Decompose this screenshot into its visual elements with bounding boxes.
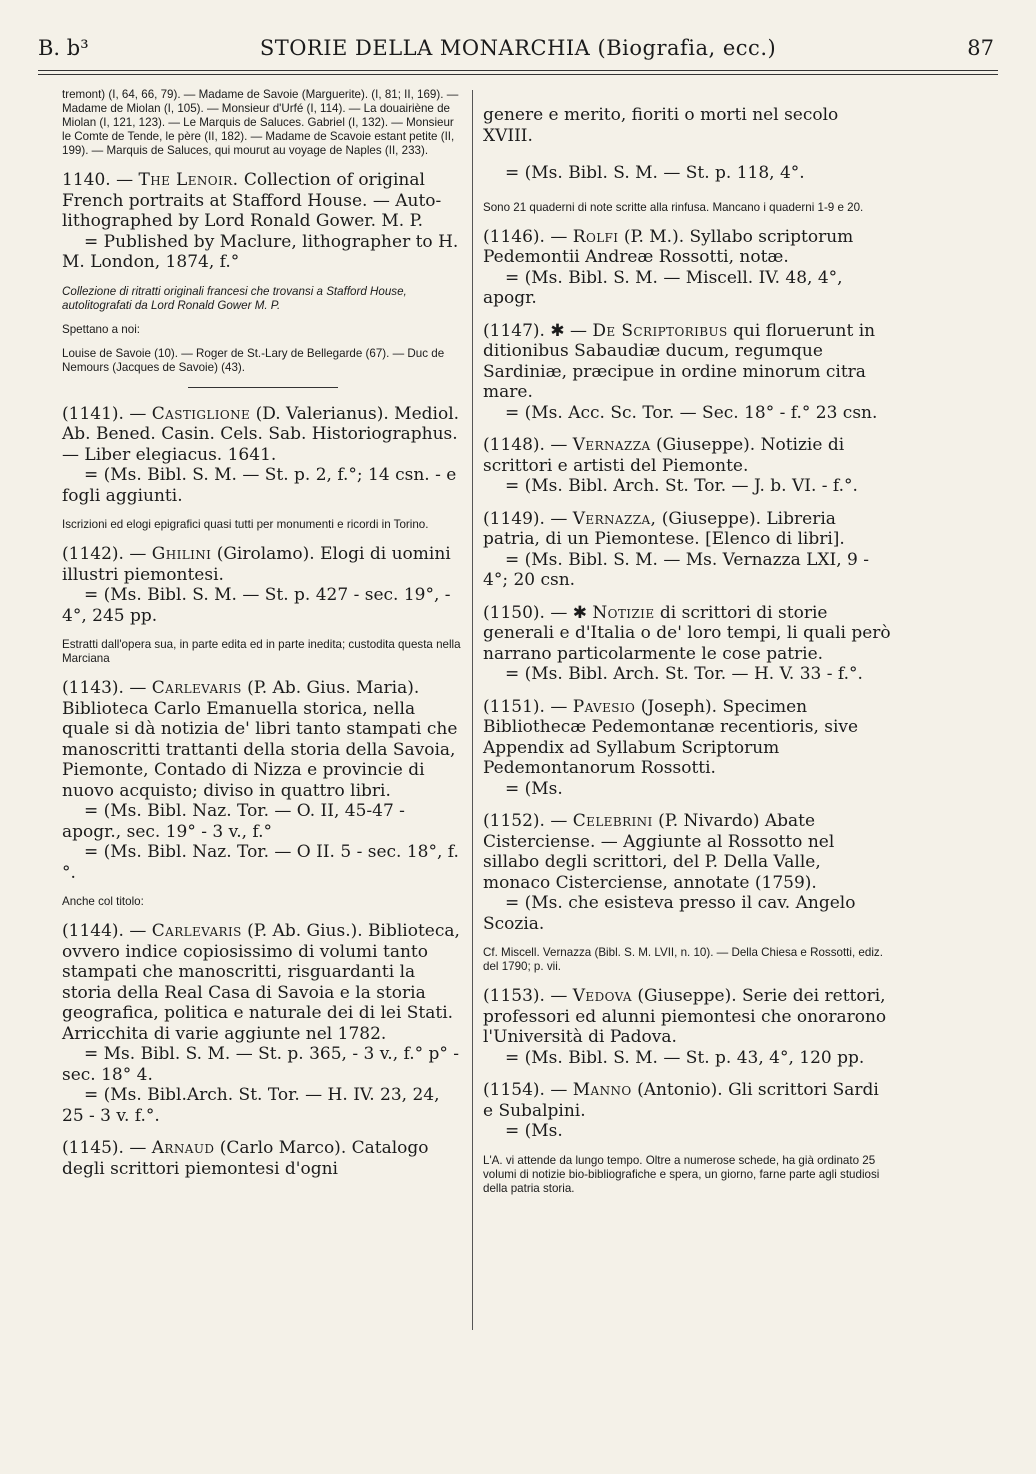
entry-ref: = (Ms. (505, 1121, 563, 1141)
entry-author: The Lenoir. (138, 170, 239, 190)
entry-1142: (1142). — Ghilini (Girolamo). Elogi di uomini illustri piemontesi. = (Ms. Bibl. S. M. — St. p. 427 - sec. 19°, - 4°, 245 pp. (62, 544, 464, 626)
header-rule (38, 70, 998, 71)
entry-1151: (1151). — Pavesio (Joseph). Specimen Bibliothecæ Pedemontanæ recentioris, sive Appendix ad Syllabum Scriptorum Pedemontanorum Rossotti. = (Ms. (483, 697, 893, 800)
entry-author: Carlevaris (151, 921, 242, 941)
entry-author: Vernazza, (572, 508, 657, 529)
column-divider (472, 90, 473, 1330)
entry-note: Cf. Miscell. Vernazza (Bibl. S. M. LVII, n. 10). — Della Chiesa e Rossotti, ediz. del 1790; p. vii. (483, 946, 883, 973)
entry-1149: (1149). — Vernazza, (Giuseppe). Libreria patria, di un Piemontese. [Elenco di libri]. = (Ms. Bibl. S. M. — Ms. Vernazza LXI, 9 - 4°; 20 csn. (483, 509, 893, 591)
entry-author: Arnaud (151, 1138, 215, 1158)
entry-ref: = (Ms. Bibl. Naz. Tor. — O II. 5 - sec. 18°, f.°. (62, 842, 459, 883)
continuation-note: tremont) (I, 64, 66, 79). — Madame de Savoie (Marguerite). (I, 81; II, 169). — Madame de Miolan (I, 105). — Monsieur d'Urfé (I, 114). — La douairiène de Miolan (I, 121, 123). — Le Marquis de Saluces. Gabriel (I, 132). — Monsieur le Comte de Tende, le père (II, 182). — Madame de Scavoie estant petite (II, 199). — Marquis de Saluces, qui mourut au voyage de Naples (II, 233). (62, 88, 459, 157)
entry-author: Ghilini (151, 544, 212, 564)
entry-ref: = (Ms. Bibl.Arch. St. Tor. — H. IV. 23, 24, 25 - 3 v. f.°. (62, 1085, 440, 1126)
entry-1140 (62, 170, 464, 273)
entry-ref: = (Ms. Bibl. Arch. St. Tor. — H. V. 33 - f.°. (505, 664, 863, 684)
entry-1143: (1143). — Carlevaris (P. Ab. Gius. Maria). Biblioteca Carlo Emanuella storica, nella quale si dà notizia de' libri tanto stampati che manoscritti trattanti della storia della Savoia, Piemonte, Contado di Nizza e provincie di nuovo acquisto; diviso in quattro libri. = (Ms. Bibl. Naz. Tor. — O. II, 45-47 - apogr., sec. 19° - 3 v., f.° = (Ms. Bibl. Naz. Tor. — O II. 5 - sec. 18°, f.°. (62, 678, 464, 883)
entry-note: Estratti dall'opera sua, in parte edita ed in parte inedita; custodita questa nella Marciana (62, 638, 461, 665)
entry-ref: = Published by Maclure, lithographer to H. M. London, 1874, f.° (62, 231, 459, 272)
entry-1141: (1141). — Castiglione (D. Valerianus). Mediol. Ab. Bened. Casin. Cels. Sab. Historiographus. — Liber elegiacus. 1641. = (Ms. Bibl. S. M. — St. p. 2, f.°; 14 csn. - e fogli aggiunti. (62, 404, 464, 507)
entry-1144: (1144). — Carlevaris (P. Ab. Gius.). Biblioteca, ovvero indice copiosissimo di volumi tanto stampati che manoscritti, risguardanti la storia della Real Casa di Savoia e la storia geografica, politica e naturale dei di lei Stati. Arricchita di varie aggiunte nel 1782. = Ms. Bibl. S. M. — St. p. 365, - 3 v., f.° p° - sec. 18° 4. = (Ms. Bibl.Arch. St. Tor. — H. IV. 23, 24, 25 - 3 v. f.°. (62, 921, 464, 1126)
left-column (62, 88, 464, 1191)
right-column (483, 88, 893, 1208)
entry-note: Iscrizioni ed elogi epigrafici quasi tutti per monumenti e ricordi in Torino. (62, 518, 429, 531)
entry-1145: (1145). — Arnaud (Carlo Marco). Catalogo degli scrittori piemontesi d'ogni (62, 1138, 429, 1179)
running-title: STORIE DELLA MONARCHIA (Biografia, ecc.) (259, 36, 777, 60)
section-divider (188, 387, 338, 388)
entry-ref: = (Ms. Bibl. S. M. — St. p. 427 - sec. 19°, - 4°, 245 pp. (62, 585, 451, 626)
entry-1148: (1148). — Vernazza (Giuseppe). Notizie di scrittori e artisti del Piemonte. = (Ms. Bibl. Arch. St. Tor. — J. b. VI. - f.°. (483, 435, 893, 497)
entry-author: Pavesio (572, 696, 636, 717)
entry-author: Manno (572, 1080, 632, 1100)
entry-ref: = (Ms. Bibl. S. M. — St. p. 118, 4°. (505, 163, 805, 183)
entry-note: Sono 21 quaderni di note scritte alla rinfusa. Mancano i quaderni 1-9 e 20. (483, 200, 864, 214)
entry-ref: = (Ms. Acc. Sc. Tor. — Sec. 18° - f.° 23 csn. (505, 402, 878, 423)
entry-ref: = Ms. Bibl. S. M. — St. p. 365, - 3 v., f.° p° - sec. 18° 4. (62, 1044, 460, 1085)
entry-note: L'A. vi attende da lungo tempo. Oltre a numerose schede, ha già ordinato 25 volumi di notizie bio-bibliografiche e spera, un giorno, farne parte agli studiosi della patria storia. (483, 1153, 880, 1195)
entry-ref: = (Ms. Bibl. S. M. — St. p. 2, f.°; 14 csn. - e fogli aggiunti. (62, 465, 457, 506)
entry-ref: = (Ms. Bibl. Arch. St. Tor. — J. b. VI. - f.°. (505, 476, 858, 496)
entry-1153: (1153). — Vedova (Giuseppe). Serie dei rettori, professori ed alunni piemontesi che onorarono l'Università di Padova. = (Ms. Bibl. S. M. — St. p. 43, 4°, 120 pp. (483, 986, 893, 1068)
entry-author: Celebrini (572, 811, 653, 831)
entry-1147: (1147). ✱ — De Scriptoribus qui floruerunt in ditionibus Sabaudiæ ducum, regumque Sardiniæ, præcipue in ordine minorum citra mare. = (Ms. Acc. Sc. Tor. — Sec. 18° - f.° 23 csn. (483, 321, 893, 424)
entry-1154: (1154). — Manno (Antonio). Gli scrittori Sardi e Subalpini. = (Ms. (483, 1080, 893, 1142)
entry-author: Vernazza (572, 435, 651, 455)
entry-ref: = (Ms. (505, 778, 563, 799)
entry-author: De Scriptoribus (592, 320, 728, 341)
entry-1152: (1152). — Celebrini (P. Nivardo) Abate Cisterciense. — Aggiunte al Rossotto nel sillabo degli scrittori, del P. Della Valle, monaco Cisterciense, annotate (1759). = (Ms. che esisteva presso il cav. Angelo Scozia. (483, 811, 893, 934)
entry-ref: = (Ms. che esisteva presso il cav. Angelo Scozia. (483, 893, 856, 934)
entry-ref: = (Ms. Bibl. S. M. — St. p. 43, 4°, 120 pp. (505, 1047, 865, 1068)
entry-note: Collezione di ritratti originali francesi che trovansi a Stafford House, autolitografati da Lord Ronald Gower M. P. Spettano a noi: Louise de Savoie (10). — Roger de St.-Lary de Bellegarde (67). — Duc de Nemours (Jacques de Savoie) (43). (62, 284, 445, 374)
entry-1146: (1146). — Rolfi (P. M.). Syllabo scriptorum Pedemontii Andreæ Rossotti, notæ. = (Ms. Bibl. S. M. — Miscell. IV. 48, 4°, apogr. (483, 227, 893, 309)
page-number: 87 (967, 36, 994, 60)
entry-author: Vedova (572, 986, 632, 1006)
entry-1145-continued: genere e merito, fioriti o morti nel secolo XVIII. = (Ms. Bibl. S. M. — St. p. 118, 4°. (483, 105, 893, 184)
entry-1150: (1150). — ✱ Notizie di scrittori di storie generali e d'Italia o de' loro tempi, li quali però narrano particolarmente le cose patrie. = (Ms. Bibl. Arch. St. Tor. — H. V. 33 - f.°. (483, 603, 893, 685)
entry-author: Castiglione (151, 403, 251, 424)
entry-note: Anche col titolo: (62, 895, 144, 908)
entry-ref: = (Ms. Bibl. S. M. — Ms. Vernazza LXI, 9 - 4°; 20 csn. (483, 549, 869, 590)
header-rule-2 (38, 74, 998, 75)
entry-author: Notizie (592, 602, 655, 623)
entry-author: Rolfi (572, 226, 619, 247)
entry-author: Carlevaris (151, 678, 242, 698)
entry-ref: = (Ms. Bibl. Naz. Tor. — O. II, 45-47 - apogr., sec. 19° - 3 v., f.° (62, 801, 405, 842)
entry-title: 1140. — The Lenoir. Collection of original French portraits at Stafford House. — Auto-lithographed by Lord Ronald Gower. M. P. (62, 170, 442, 231)
entry-ref: = (Ms. Bibl. S. M. — Miscell. IV. 48, 4°, apogr. (483, 267, 843, 308)
running-header (38, 36, 998, 66)
signature-mark: B. b³ (38, 36, 89, 60)
